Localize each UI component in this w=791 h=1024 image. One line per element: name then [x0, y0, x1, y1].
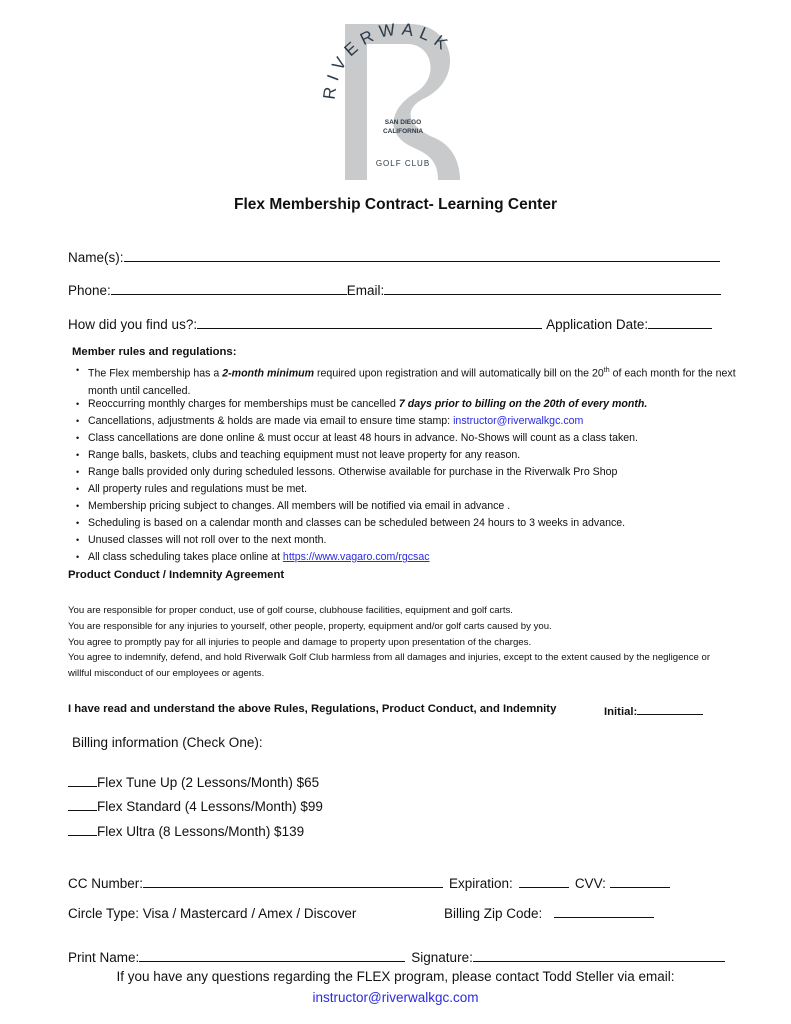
initial-label: Initial: [604, 706, 638, 718]
rule-item: • Class cancellations are done online & must occur at least 48 hours in advance. No-Shows will count as a class taken. [76, 430, 746, 447]
svg-text:CALIFORNIA: CALIFORNIA [382, 128, 424, 135]
cc-field[interactable] [143, 876, 443, 888]
signature-label: Signature: [411, 950, 473, 965]
rule-item: • All class scheduling takes place online at https://www.vagaro.com/rgcsac [76, 549, 746, 566]
zip-field[interactable] [554, 906, 654, 918]
initial-field[interactable] [637, 703, 703, 715]
email-field[interactable] [384, 283, 721, 295]
signature-field[interactable] [473, 950, 725, 962]
footer-text: If you have any questions regarding the FLEX program, please contact Todd Steller via email: [116, 969, 675, 984]
option-ultra[interactable]: Flex Ultra (8 Lessons/Month) $139 [68, 824, 304, 839]
cc-label: CC Number: [68, 876, 144, 891]
rule-item: • Membership pricing subject to changes. All members will be notified via email in advance . [76, 498, 746, 515]
option-tune-up[interactable]: Flex Tune Up (2 Lessons/Month) $65 [68, 775, 319, 790]
exp-field[interactable] [519, 876, 569, 888]
riverwalk-logo [315, 18, 480, 183]
rule-item: • Unused classes will not roll over to the next month. [76, 532, 746, 549]
app-date-label: Application Date: [546, 317, 649, 332]
name-field[interactable] [68, 250, 720, 265]
rule-item: • Cancellations, adjustments & holds are made via email to ensure time stamp: instructor@riverwalkgc.com [76, 413, 746, 430]
footer-email-link[interactable]: instructor@riverwalkgc.com [312, 990, 479, 1005]
print-name-label: Print Name: [68, 950, 140, 965]
page-title: Flex Membership Contract- Learning Center [234, 196, 557, 213]
find-us-label: How did you find us?: [68, 317, 198, 332]
rule-item: • Scheduling is based on a calendar month and classes can be scheduled between 24 hours to 3 weeks in advance. [76, 515, 746, 532]
rule-item: • All property rules and regulations must be met. [76, 481, 746, 498]
zip-label: Billing Zip Code: [444, 906, 543, 921]
vagaro-link[interactable]: https://www.vagaro.com/rgcsac [282, 551, 430, 563]
billing-heading: Billing information (Check One): [72, 735, 263, 750]
rule-item: • Reoccurring monthly charges for memberships must be cancelled 7 days prior to billing on the 20th of every month. [76, 396, 746, 413]
email-link[interactable]: instructor@riverwalkgc.com [453, 415, 584, 427]
app-date-field[interactable] [648, 317, 712, 329]
option-standard[interactable]: Flex Standard (4 Lessons/Month) $99 [68, 799, 323, 814]
svg-text:GOLF CLUB: GOLF CLUB [375, 159, 431, 168]
card-type[interactable]: Circle Type: Visa / Mastercard / Amex / Discover [68, 906, 357, 921]
rules-heading: Member rules and regulations: [72, 346, 237, 358]
conduct-heading: Product Conduct / Indemnity Agreement [68, 569, 285, 581]
rule-item: • Range balls, baskets, clubs and teaching equipment must not leave property for any reason. [76, 447, 746, 464]
cvv-label: CVV: [574, 876, 606, 891]
acknowledgement: I have read and understand the above Rules, Regulations, Product Conduct, and Indemnity [68, 703, 557, 715]
svg-text:SAN DIEGO: SAN DIEGO [384, 119, 422, 126]
name-label: Name(s): [68, 250, 124, 265]
rule-item: • Range balls provided only during scheduled lessons. Otherwise available for purchase in the Riverwalk Pro Shop [76, 464, 746, 481]
rule-item: • The Flex membership has a 2-month minimum required upon registration and will automatically bill on the 20th of each month for the next month until cancelled. [76, 362, 746, 396]
phone-label: Phone: [68, 283, 111, 298]
exp-label: Expiration: [449, 876, 513, 891]
phone-field[interactable] [111, 283, 347, 295]
print-name-field[interactable] [139, 950, 405, 962]
conduct-text: You are responsible for proper conduct, use of golf course, clubhouse facilities, equipment and golf carts. You are responsible for any injuries to yourself, other people, property, equipment and/or golf carts caused by you. You agree to promptly pay for all injuries to people and damage to property upon presentation of the charges. You agree to indemnify, defend, and hold Riverwalk Golf Club harmless from all damages and injuries, except to the extent caused by the negligence or willful misconduct of our employees or agents. [68, 605, 711, 680]
cvv-field[interactable] [610, 876, 670, 888]
email-label: Email: [346, 283, 385, 298]
find-us-field[interactable] [197, 317, 542, 329]
rules-list [76, 362, 746, 566]
svg-text:RIVERWALK: RIVERWALK [319, 19, 456, 101]
